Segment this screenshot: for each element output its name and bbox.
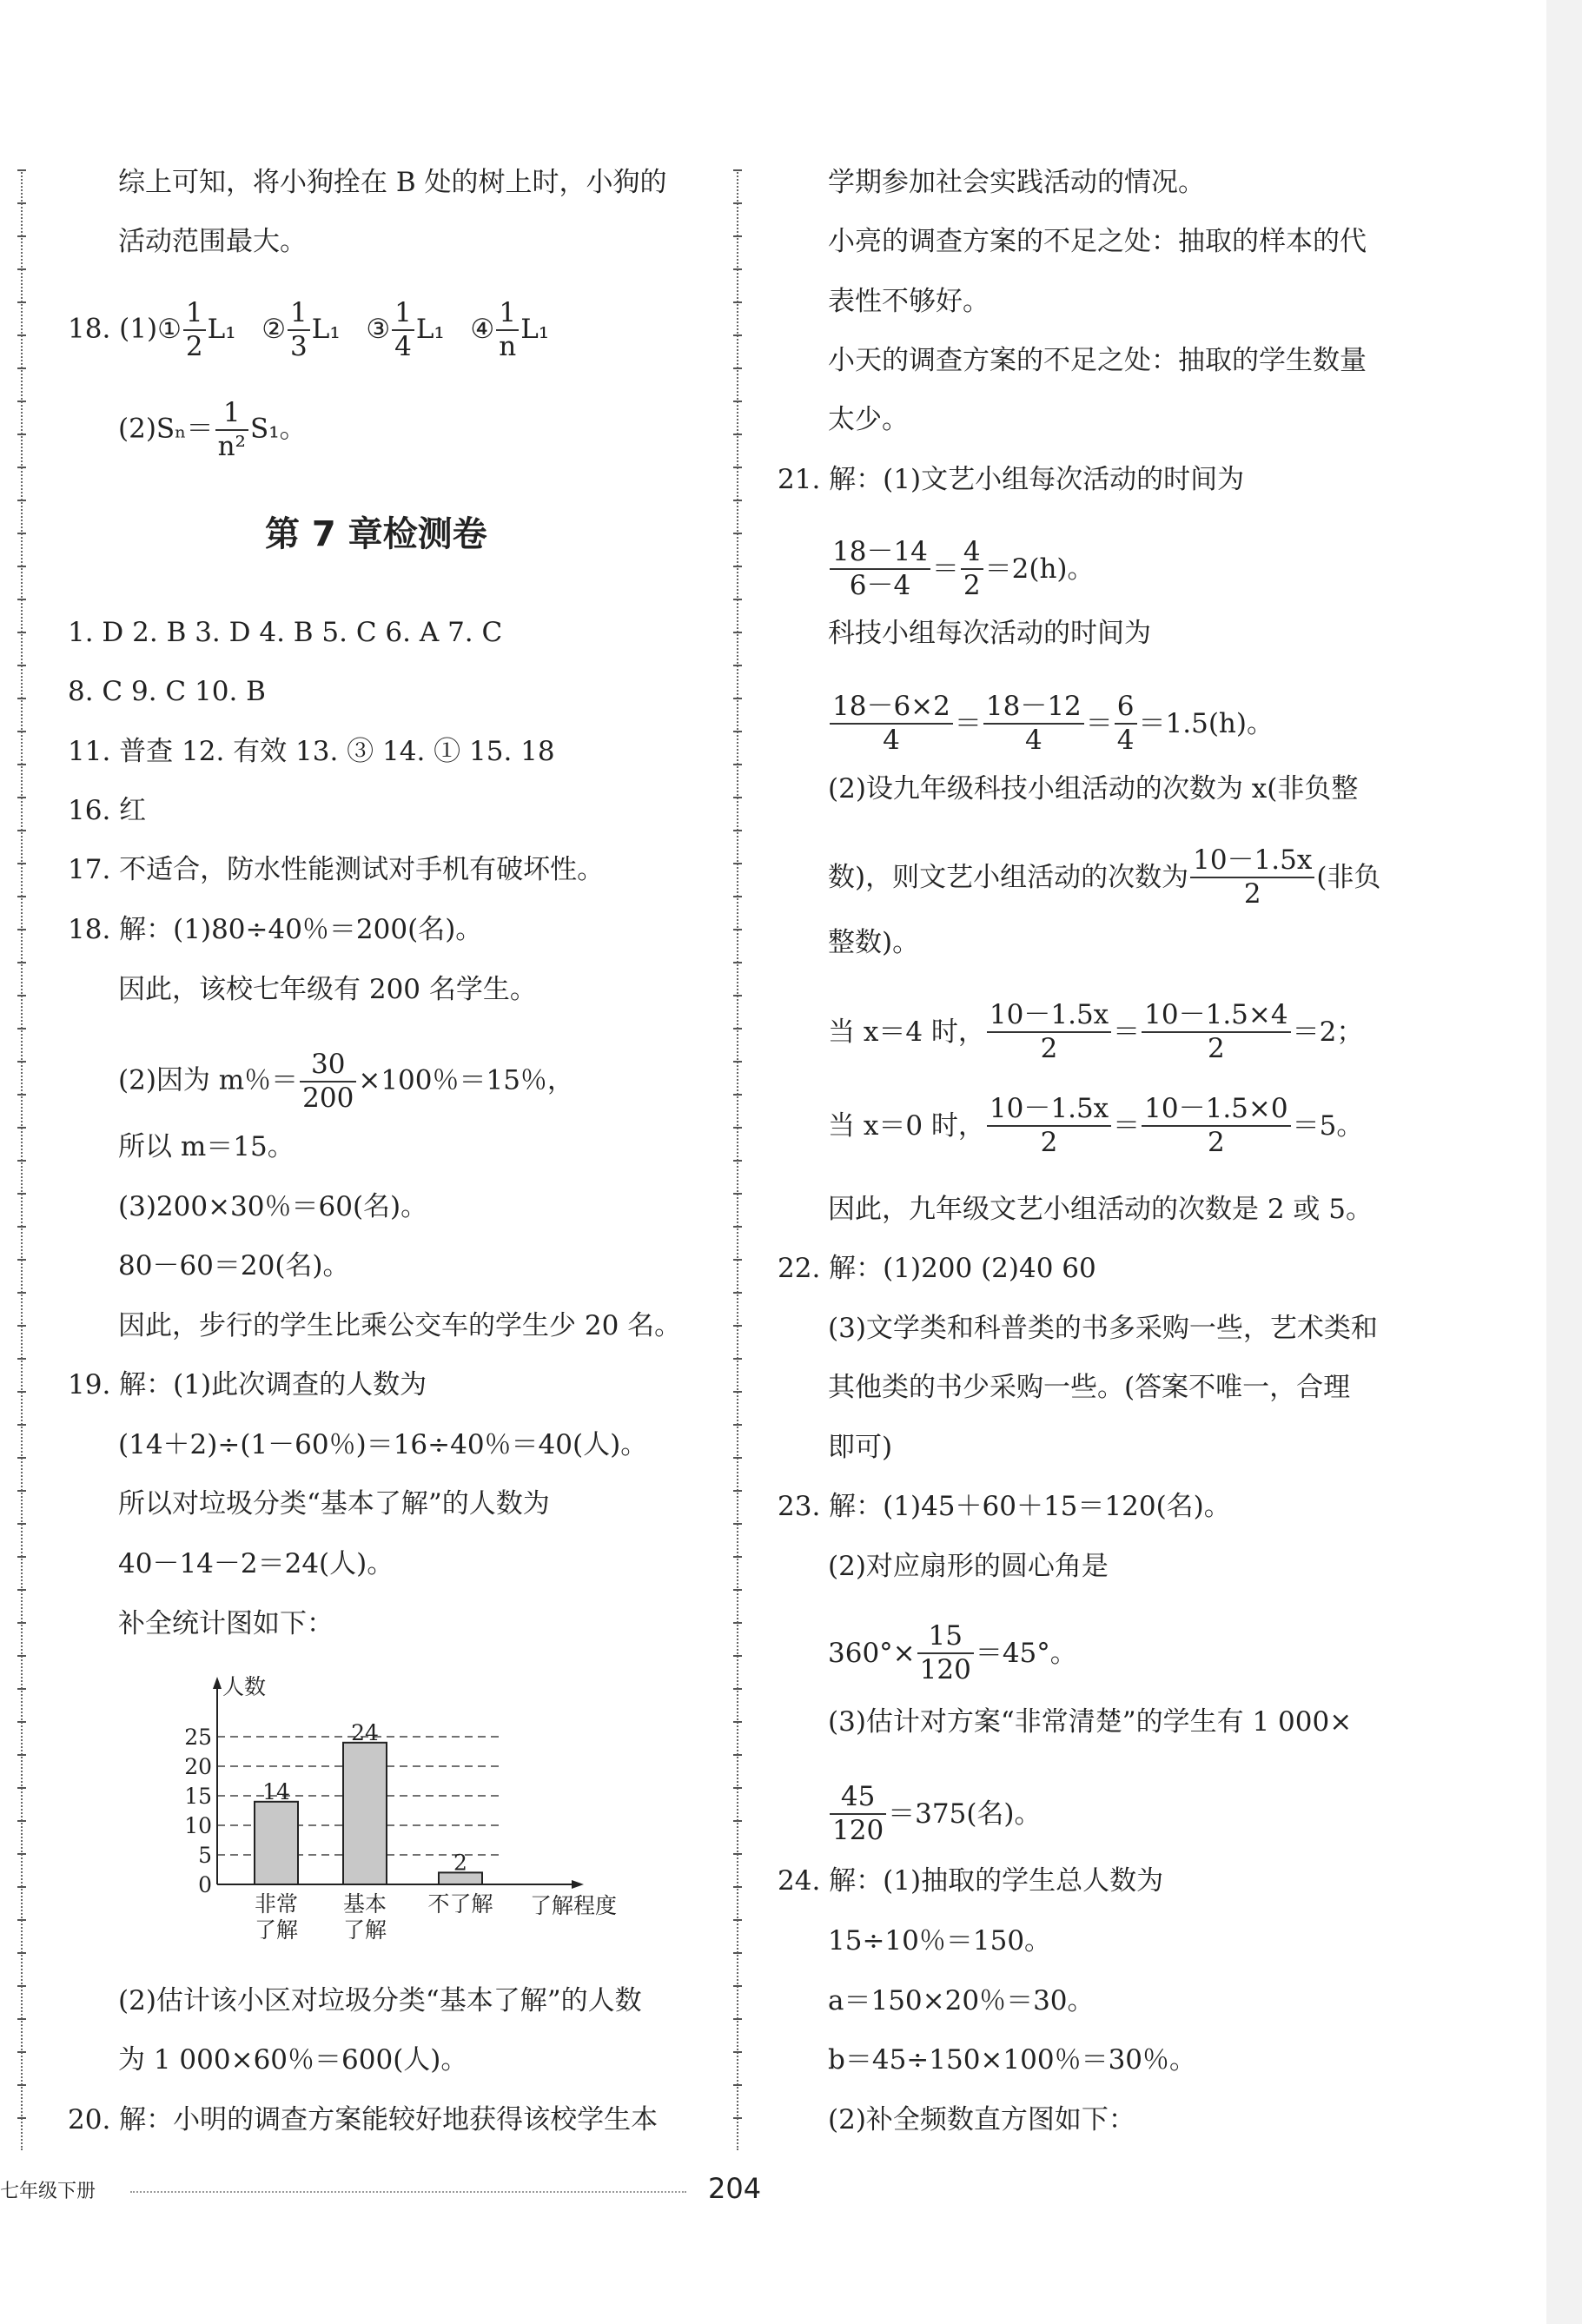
rule-tick — [17, 797, 26, 798]
answer-18-line6: 80－60＝20(名)。 — [118, 1250, 350, 1281]
q18-item-1: ① $\frac{1}{2}$ L₁ — [157, 297, 236, 362]
answer-23-line4: (3)估计对方案“非常清楚”的学生有 1 000× — [828, 1706, 1353, 1738]
answer-24-line2: 15÷10％＝150。 — [828, 1925, 1052, 1957]
answer-22-line4: 即可) — [828, 1432, 893, 1463]
rule-tick — [733, 665, 742, 666]
rule-tick — [733, 1985, 742, 1987]
rule-tick — [733, 1589, 742, 1591]
rule-tick — [733, 1754, 742, 1756]
q17-cont-line2: 活动范围最大。 — [118, 226, 307, 257]
q18-item-2: ② $\frac{1}{3}$ L₁ — [261, 297, 341, 362]
rule-tick — [733, 632, 742, 633]
rule-tick — [17, 1358, 26, 1360]
rule-tick — [733, 1292, 742, 1294]
q18-item-3: ③ $\frac{1}{4}$ L₁ — [366, 297, 445, 362]
answer-21-line4: 数)，则文艺小组活动的次数为 $\frac{10-1.5x}{2}$ (非负 — [828, 844, 1381, 910]
answer-21-line6: 当 x＝4 时， $\frac{10-1.5x}{2}$ ＝ $\frac{10-1.5\times 4}{2}$ ＝2； — [828, 999, 1364, 1064]
rule-tick — [733, 896, 742, 897]
answer-24-line4: b＝45÷150×100％＝30％。 — [828, 2044, 1197, 2076]
rule-tick — [733, 1655, 742, 1657]
answer-23-line1: 23. 解：(1)45＋60＋15＝120(名)。 — [778, 1491, 1231, 1522]
bar — [255, 1802, 298, 1884]
rule-tick — [733, 1787, 742, 1789]
category-label: 了解 — [342, 1917, 387, 1943]
rule-tick — [733, 566, 742, 567]
rule-tick — [17, 863, 26, 864]
page-number: 204 — [708, 2172, 762, 2205]
rule-tick — [17, 1325, 26, 1327]
answer-17: 17. 不适合，防水性能测试对手机有破坏性。 — [68, 854, 605, 885]
rule-tick — [733, 764, 742, 765]
category-label: 了解 — [254, 1917, 299, 1943]
r-line2: 小亮的调查方案的不足之处：抽取的样本的代 — [828, 226, 1367, 257]
rule-tick — [17, 1589, 26, 1591]
answer-22-line2: (3)文学类和科普类的书多采购一些，艺术类和 — [828, 1313, 1378, 1344]
rule-tick — [17, 1985, 26, 1987]
answer-23-line2: (2)对应扇形的圆心角是 — [828, 1551, 1109, 1582]
rule-tick — [17, 1094, 26, 1096]
rule-tick — [733, 1886, 742, 1888]
rule-tick — [733, 434, 742, 435]
category-label: 基本 — [342, 1891, 387, 1917]
rule-tick — [733, 500, 742, 501]
left-margin-rule — [21, 169, 23, 2150]
rule-tick — [17, 1721, 26, 1723]
rule-tick — [733, 367, 742, 369]
bar-value-label: 14 — [262, 1778, 290, 1804]
answer-22-line3: 其他类的书少采购一些。(答案不唯一，合理 — [828, 1372, 1351, 1403]
rule-tick — [17, 995, 26, 996]
rule-tick — [17, 1424, 26, 1426]
rule-tick — [733, 1127, 742, 1129]
rule-tick — [17, 1490, 26, 1492]
rule-tick — [17, 1787, 26, 1789]
answer-22-line1: 22. 解：(1)200 (2)40 60 — [778, 1253, 1096, 1284]
q18-number: 18. — [68, 313, 111, 345]
rule-tick — [17, 962, 26, 963]
rule-tick — [17, 1028, 26, 1030]
rule-tick — [17, 566, 26, 567]
answer-24-line5: (2)补全频数直方图如下： — [828, 2104, 1135, 2135]
answer-21-frac1: $\frac{18-14}{6-4}$ ＝ $\frac{4}{2}$ ＝2(h)。 — [828, 539, 1095, 599]
rule-tick — [733, 1622, 742, 1624]
y-axis-arrow — [213, 1677, 222, 1689]
y-tick-label: 20 — [184, 1754, 212, 1779]
rule-tick — [733, 2117, 742, 2119]
rule-tick — [17, 235, 26, 237]
rule-tick — [17, 1292, 26, 1294]
rule-tick — [733, 1457, 742, 1459]
q17-cont-line1: 综上可知，将小狗拴在 B 处的树上时，小狗的 — [118, 167, 667, 198]
rule-tick — [17, 1655, 26, 1657]
rule-tick — [733, 731, 742, 732]
rule-tick — [733, 169, 742, 171]
q18-p1-label: (1) — [119, 313, 158, 345]
rule-tick — [733, 1358, 742, 1360]
bar-chart — [174, 1668, 643, 1963]
rule-tick — [733, 1193, 742, 1195]
x-axis-arrow — [572, 1880, 584, 1889]
answer-21-line1: 21. 解：(1)文艺小组每次活动的时间为 — [778, 464, 1245, 495]
rule-tick — [733, 301, 742, 303]
answer-19-line7: 为 1 000×60％＝600(人)。 — [118, 2044, 468, 2076]
rule-tick — [17, 401, 26, 402]
rule-tick — [17, 500, 26, 501]
answer-21-frac2: $\frac{18-6\times 2}{4}$ ＝ $\frac{18-12}{4}$ ＝ $\frac{6}{4}$ ＝1.5(h)。 — [828, 693, 1274, 754]
rule-tick — [17, 1160, 26, 1162]
rule-tick — [17, 1457, 26, 1459]
category-label: 不了解 — [427, 1891, 493, 1917]
rule-tick — [17, 764, 26, 765]
rule-tick — [17, 1820, 26, 1822]
rule-tick — [17, 1226, 26, 1228]
rule-tick — [733, 467, 742, 468]
rule-tick — [733, 2084, 742, 2086]
answer-20-line1: 20. 解：小明的调查方案能较好地获得该校学生本 — [68, 2104, 659, 2135]
answer-24-line1: 24. 解：(1)抽取的学生总人数为 — [778, 1865, 1164, 1897]
answer-18-line3: (2)因为 m％＝ $\frac{30}{200}$ ×100％＝15％， — [118, 1049, 574, 1114]
rule-tick — [17, 268, 26, 270]
rule-tick — [17, 1853, 26, 1855]
answer-18-line1: 18. 解：(1)80÷40％＝200(名)。 — [68, 914, 483, 945]
q18-part2: (2)Sₙ＝ $\frac{1}{\text{n²}}$ S₁。 — [118, 397, 307, 462]
answer-21-line7: 当 x＝0 时， $\frac{10-1.5x}{2}$ ＝ $\frac{10-1.5\times 0}{2}$ ＝5。 — [828, 1093, 1364, 1158]
rule-tick — [17, 202, 26, 204]
rule-tick — [17, 632, 26, 633]
answers-row-1: 1. D 2. B 3. D 4. B 5. C 6. A 7. C — [68, 617, 503, 648]
answer-18-line5: (3)200×30％＝60(名)。 — [118, 1191, 428, 1222]
y-axis-label: 人数 — [222, 1674, 267, 1699]
answer-24-line3: a＝150×20％＝30。 — [828, 1985, 1095, 2016]
rule-tick — [17, 1688, 26, 1690]
rule-tick — [733, 1721, 742, 1723]
answer-21-line2: 科技小组每次活动的时间为 — [828, 618, 1151, 649]
rule-tick — [17, 1391, 26, 1393]
q18-item-4: ④ $\frac{1}{n}$ L₁ — [470, 297, 550, 362]
rule-tick — [17, 2084, 26, 2086]
answer-19-line3: 所以对垃圾分类“基本了解”的人数为 — [118, 1488, 550, 1520]
y-tick-label: 0 — [198, 1872, 212, 1897]
answer-21-line8: 因此，九年级文艺小组活动的次数是 2 或 5。 — [828, 1194, 1373, 1225]
rule-tick — [17, 1259, 26, 1261]
category-label: 非常 — [254, 1891, 299, 1917]
y-tick-label: 10 — [184, 1813, 212, 1838]
y-tick-label: 15 — [184, 1784, 212, 1809]
rule-tick — [733, 1490, 742, 1492]
rule-tick — [17, 1886, 26, 1888]
rule-tick — [733, 830, 742, 831]
rule-tick — [733, 1226, 742, 1228]
answers-row-4: 16. 红 — [68, 795, 147, 826]
rule-tick — [733, 797, 742, 798]
rule-tick — [17, 929, 26, 930]
rule-tick — [17, 1061, 26, 1063]
rule-tick — [17, 698, 26, 699]
rule-tick — [733, 1688, 742, 1690]
rule-tick — [17, 830, 26, 831]
rule-tick — [17, 533, 26, 534]
answer-19-line6: (2)估计该小区对垃圾分类“基本了解”的人数 — [118, 1985, 642, 2016]
rule-tick — [733, 1028, 742, 1030]
answers-row-2: 8. C 9. C 10. B — [68, 676, 266, 707]
rule-tick — [733, 1061, 742, 1063]
answer-18-line7: 因此，步行的学生比乘公交车的学生少 20 名。 — [118, 1310, 682, 1341]
rule-tick — [17, 896, 26, 897]
rule-tick — [733, 1424, 742, 1426]
answer-21-line5: 整数)。 — [828, 927, 920, 958]
rule-tick — [733, 962, 742, 963]
rule-tick — [733, 1094, 742, 1096]
section-title: 第 7 章检测卷 — [265, 514, 487, 554]
footer-dotted-rule — [130, 2191, 686, 2193]
x-axis-label: 了解程度 — [530, 1893, 618, 1918]
rule-tick — [733, 1820, 742, 1822]
answer-21-line3: (2)设九年级科技小组活动的次数为 x(非负整 — [828, 773, 1359, 804]
footer-grade: 七年级下册 — [0, 2181, 96, 2202]
r-line1: 学期参加社会实践活动的情况。 — [828, 167, 1205, 198]
rule-tick — [733, 2051, 742, 2053]
rule-tick — [733, 235, 742, 237]
answers-row-3: 11. 普查 12. 有效 13. ③ 14. ① 15. 18 — [68, 736, 555, 767]
r-line3: 表性不够好。 — [828, 286, 990, 317]
rule-tick — [17, 334, 26, 336]
rule-tick — [733, 599, 742, 600]
rule-tick — [17, 1127, 26, 1129]
answer-18-line2: 因此，该校七年级有 200 名学生。 — [118, 974, 537, 1005]
bar-value-label: 24 — [351, 1719, 379, 1745]
answer-19-line4: 40－14－2＝24(人)。 — [118, 1548, 394, 1579]
rule-tick — [17, 467, 26, 468]
rule-tick — [733, 995, 742, 996]
rule-tick — [733, 202, 742, 204]
rule-tick — [17, 1919, 26, 1921]
column-divider — [737, 169, 738, 2150]
rule-tick — [733, 401, 742, 402]
rule-tick — [17, 434, 26, 435]
rule-tick — [733, 863, 742, 864]
rule-tick — [17, 1622, 26, 1624]
rule-tick — [733, 698, 742, 699]
rule-tick — [17, 2117, 26, 2119]
rule-tick — [17, 1193, 26, 1195]
rule-tick — [733, 1391, 742, 1393]
rule-tick — [17, 1952, 26, 1954]
bar-value-label: 2 — [453, 1850, 467, 1876]
answer-23-line3: 360°× $\frac{15}{120}$ ＝45°。 — [828, 1620, 1077, 1685]
rule-tick — [733, 1259, 742, 1261]
answer-18-line4: 所以 m＝15。 — [118, 1131, 295, 1162]
r-line4: 小天的调查方案的不足之处：抽取的学生数量 — [828, 345, 1367, 376]
rule-tick — [733, 268, 742, 270]
rule-tick — [733, 533, 742, 534]
q18-part1 — [68, 297, 550, 362]
answer-19-line1: 19. 解：(1)此次调查的人数为 — [68, 1369, 427, 1400]
rule-tick — [17, 1523, 26, 1525]
rule-tick — [733, 2018, 742, 2020]
rule-tick — [17, 1754, 26, 1756]
answer-19-line5: 补全统计图如下： — [118, 1608, 334, 1639]
rule-tick — [17, 2018, 26, 2020]
rule-tick — [733, 1160, 742, 1162]
y-tick-label: 25 — [184, 1725, 212, 1750]
rule-tick — [17, 731, 26, 732]
rule-tick — [17, 665, 26, 666]
rule-tick — [17, 367, 26, 369]
rule-tick — [733, 1853, 742, 1855]
rule-tick — [17, 1556, 26, 1558]
rule-tick — [17, 599, 26, 600]
r-line5: 太少。 — [828, 404, 909, 435]
rule-tick — [17, 169, 26, 171]
rule-tick — [733, 1523, 742, 1525]
rule-tick — [733, 1952, 742, 1954]
rule-tick — [733, 334, 742, 336]
rule-tick — [17, 301, 26, 303]
y-tick-label: 5 — [198, 1843, 212, 1868]
rule-tick — [733, 929, 742, 930]
bar — [343, 1743, 387, 1884]
answer-23-line5: $\frac{45}{120}$ ＝375(名)。 — [828, 1784, 1042, 1844]
rule-tick — [733, 1556, 742, 1558]
rule-tick — [17, 2051, 26, 2053]
answer-19-line2: (14＋2)÷(1－60％)＝16÷40％＝40(人)。 — [118, 1429, 648, 1460]
rule-tick — [733, 1919, 742, 1921]
rule-tick — [733, 1325, 742, 1327]
